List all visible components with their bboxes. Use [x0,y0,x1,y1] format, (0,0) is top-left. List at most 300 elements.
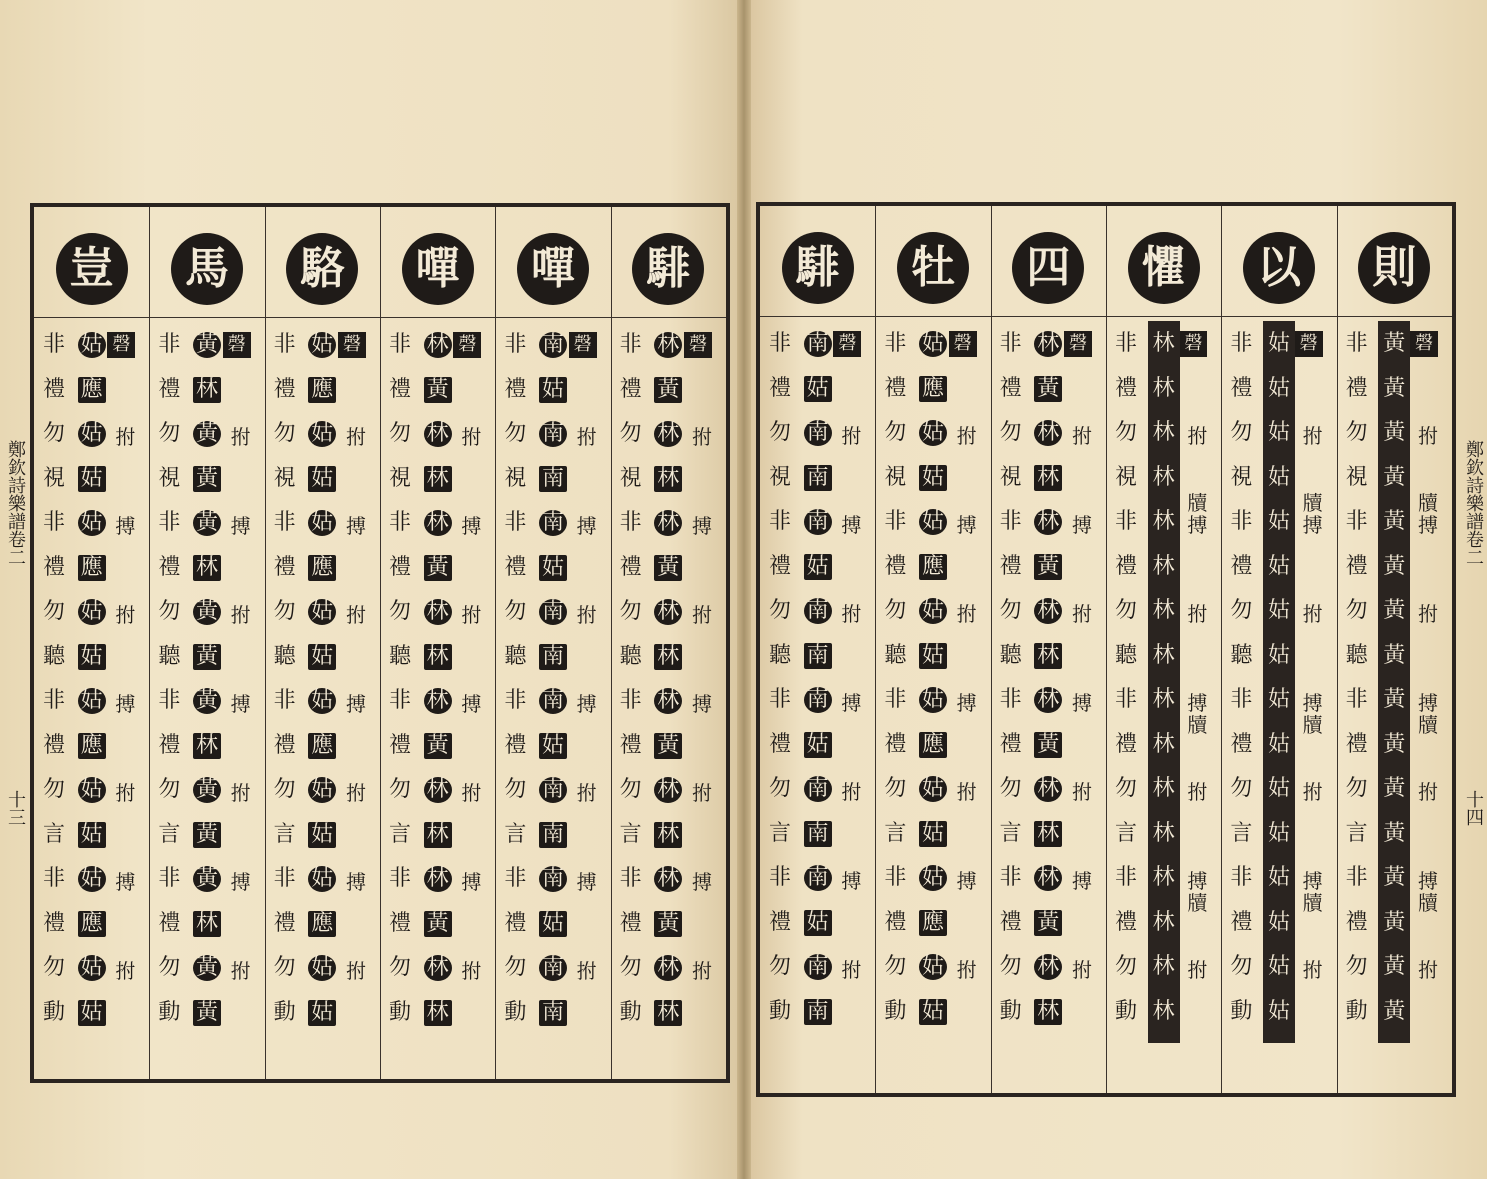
lyric-char: 勿 [999,954,1022,979]
score-column [875,206,991,1093]
lyric-char: 非 [1230,509,1253,534]
lyric-char: 聽 [388,643,411,669]
percussion-mark: 搏 [115,692,136,716]
note-glyph: 南 [539,466,567,492]
note-glyph: 林 [1034,999,1062,1025]
lyric-char: 非 [1345,509,1368,534]
lyric-char: 禮 [42,376,65,402]
note-glyph: 黃 [1383,464,1406,490]
lyric-char: 勿 [619,599,642,624]
note-glyph: 黃 [193,1000,221,1026]
lyric-char: 非 [884,865,907,890]
column-heading: 懼 [1128,232,1200,304]
note-glyph: 林 [1034,509,1062,535]
note-glyph: 應 [78,733,106,759]
note-glyph: 姑 [919,687,947,713]
lyric-char: 禮 [619,376,642,402]
lyric-char: 動 [42,999,65,1025]
lyric-char: 勿 [1345,598,1368,623]
lyric-char: 非 [273,332,296,357]
percussion-mark: 拊 [1187,958,1208,982]
lyric-char: 勿 [1230,776,1253,801]
note-glyph: 南 [804,420,832,446]
percussion-mark: 搏 [345,514,366,538]
note-glyph: 黃 [193,644,221,670]
right-folio: 十四 [1463,790,1484,826]
note-glyph: 林 [1152,464,1175,490]
lyric-char: 禮 [768,375,791,401]
note-glyph: 應 [78,555,106,581]
note-glyph: 南 [539,599,567,625]
note-glyph: 姑 [919,999,947,1025]
note-glyph: 姑 [1267,998,1290,1024]
score-column [1221,206,1337,1093]
note-glyph: 南 [804,776,832,802]
note-glyph: 姑 [919,776,947,802]
note-glyph: 林 [193,377,221,403]
score-column [380,207,496,1079]
lyric-char: 非 [158,866,181,891]
lyric-char: 非 [42,688,65,713]
percussion-mark: 拊 [461,959,482,983]
lyric-char: 動 [619,999,642,1025]
note-glyph: 黃 [1383,642,1406,668]
lyric-char: 禮 [1230,375,1253,401]
note-glyph: 林 [654,866,682,892]
lyric-char: 動 [504,999,527,1025]
note-glyph: 姑 [919,420,947,446]
percussion-mark: 拊 [1302,424,1323,448]
drum-mark: 牘 [1187,891,1208,915]
column-heading: 嘽 [517,233,589,305]
note-glyph: 林 [424,688,452,714]
note-glyph: 姑 [919,598,947,624]
lyric-char: 非 [999,865,1022,890]
lyric-char: 言 [1345,820,1368,846]
percussion-mark: 拊 [1417,958,1438,982]
note-glyph: 林 [1152,687,1175,712]
note-glyph: 應 [78,911,106,937]
note-glyph: 姑 [78,822,106,848]
percussion-mark: 搏 [230,870,251,894]
percussion-mark: 搏 [115,514,136,538]
lyric-char: 勿 [1345,776,1368,801]
lyric-char: 勿 [884,598,907,623]
lyric-char: 禮 [1345,375,1368,401]
lyric-char: 勿 [1230,420,1253,445]
note-glyph: 姑 [308,332,336,358]
note-glyph: 黃 [193,777,221,803]
note-glyph: 南 [539,866,567,892]
lyric-char: 勿 [504,777,527,802]
lyric-char: 非 [1230,331,1253,356]
note-glyph: 林 [424,866,452,892]
note-glyph: 姑 [539,733,567,759]
lyric-char: 非 [1345,687,1368,712]
lyric-char: 視 [1345,464,1368,490]
lyric-char: 視 [158,465,181,491]
lyric-char: 禮 [768,731,791,757]
note-glyph: 應 [919,554,947,580]
note-glyph: 黃 [1034,554,1062,580]
note-glyph: 林 [654,332,682,358]
tone-marker: 磬 [1064,331,1092,357]
lyric-char: 禮 [999,375,1022,401]
note-glyph: 林 [1152,331,1175,356]
lyric-char: 勿 [1114,954,1137,979]
lyric-char: 聽 [158,643,181,669]
note-glyph: 黃 [1383,420,1406,445]
lyric-char: 動 [884,998,907,1024]
lyric-char: 禮 [158,554,181,580]
lyric-char: 言 [42,821,65,847]
note-glyph: 林 [1152,553,1175,579]
note-glyph: 南 [539,421,567,447]
percussion-mark: 拊 [841,602,862,626]
percussion-mark: 搏 [1071,513,1092,537]
lyric-char: 勿 [619,955,642,980]
note-glyph: 應 [78,377,106,403]
lyric-char: 非 [619,688,642,713]
note-glyph: 林 [1034,465,1062,491]
lyric-char: 禮 [1230,731,1253,757]
note-glyph: 林 [1152,820,1175,846]
percussion-mark: 拊 [1071,958,1092,982]
note-glyph: 應 [308,733,336,759]
note-glyph: 姑 [919,509,947,535]
lyric-char: 禮 [388,554,411,580]
note-glyph: 黃 [193,466,221,492]
note-glyph: 姑 [919,643,947,669]
column-heading: 駱 [286,233,358,305]
lyric-char: 聽 [1345,642,1368,668]
lyric-char: 聽 [768,642,791,668]
percussion-mark: 拊 [345,959,366,983]
note-glyph: 黃 [1383,865,1406,890]
note-glyph: 林 [654,599,682,625]
note-glyph: 姑 [308,822,336,848]
lyric-char: 勿 [42,955,65,980]
percussion-mark: 搏 [230,514,251,538]
percussion-mark: 拊 [1071,780,1092,804]
note-glyph: 姑 [1267,865,1290,890]
lyric-char: 聽 [273,643,296,669]
note-glyph: 應 [308,555,336,581]
lyric-char: 動 [1230,998,1253,1024]
percussion-mark: 拊 [956,958,977,982]
note-glyph: 林 [654,955,682,981]
drum-mark: 牘 [1302,490,1323,515]
lyric-char: 勿 [1230,954,1253,979]
note-glyph: 林 [1034,687,1062,713]
note-glyph: 姑 [78,421,106,447]
percussion-mark: 拊 [691,959,712,983]
note-glyph: 林 [424,822,452,848]
note-glyph: 姑 [1267,464,1290,490]
lyric-char: 非 [884,331,907,356]
percussion-mark: 搏 [691,692,712,716]
lyric-char: 勿 [158,599,181,624]
lyric-char: 禮 [388,732,411,758]
lyric-char: 禮 [42,554,65,580]
lyric-char: 禮 [388,910,411,936]
lyric-char: 勿 [1114,420,1137,445]
percussion-mark: 拊 [1302,958,1323,982]
note-glyph: 林 [424,466,452,492]
lyric-char: 動 [388,999,411,1025]
percussion-mark: 搏 [1187,691,1208,715]
lyric-char: 勿 [619,777,642,802]
lyric-char: 勿 [1230,598,1253,623]
lyric-char: 言 [768,820,791,846]
percussion-mark: 拊 [230,781,251,805]
note-glyph: 姑 [78,777,106,803]
lyric-char: 非 [158,510,181,535]
note-glyph: 姑 [78,510,106,536]
percussion-mark: 拊 [1302,602,1323,626]
lyric-char: 禮 [1230,553,1253,579]
note-glyph: 姑 [308,466,336,492]
note-glyph: 黃 [1034,910,1062,936]
lyric-char: 勿 [388,599,411,624]
drum-mark: 牘 [1417,713,1438,737]
note-glyph: 姑 [1267,687,1290,712]
percussion-mark: 搏 [1071,691,1092,715]
note-glyph: 姑 [78,644,106,670]
percussion-mark: 搏 [576,870,597,894]
note-glyph: 黃 [1383,776,1406,801]
lyric-char: 視 [388,465,411,491]
lyric-char: 禮 [158,910,181,936]
note-glyph: 姑 [308,1000,336,1026]
note-glyph: 林 [424,332,452,358]
lyric-char: 聽 [504,643,527,669]
lyric-char: 禮 [619,910,642,936]
lyric-char: 禮 [504,376,527,402]
lyric-char: 非 [768,509,791,534]
lyric-char: 言 [1114,820,1137,846]
note-glyph: 黃 [193,421,221,447]
percussion-mark: 搏 [1302,869,1323,893]
percussion-mark: 拊 [115,959,136,983]
lyric-char: 勿 [768,954,791,979]
note-glyph: 林 [1034,420,1062,446]
note-glyph: 姑 [1267,776,1290,801]
lyric-char: 言 [619,821,642,847]
note-glyph: 黃 [654,911,682,937]
lyric-char: 禮 [999,731,1022,757]
note-glyph: 黃 [1034,732,1062,758]
note-glyph: 黃 [193,599,221,625]
lyric-char: 非 [768,865,791,890]
lyric-char: 非 [504,510,527,535]
note-glyph: 黃 [424,377,452,403]
note-glyph: 黃 [193,955,221,981]
lyric-char: 勿 [768,598,791,623]
lyric-char: 禮 [273,376,296,402]
note-glyph: 姑 [308,644,336,670]
note-glyph: 姑 [1267,909,1290,935]
percussion-mark: 搏 [1417,869,1438,893]
lyric-char: 禮 [768,553,791,579]
percussion-mark: 搏 [841,513,862,537]
note-glyph: 林 [1152,909,1175,935]
percussion-mark: 搏 [956,869,977,893]
lyric-char: 言 [1230,820,1253,846]
note-glyph: 黃 [1383,998,1406,1024]
note-glyph: 南 [804,598,832,624]
note-glyph: 黃 [1383,553,1406,579]
lyric-char: 非 [273,866,296,891]
lyric-char: 禮 [1114,909,1137,935]
note-glyph: 南 [804,465,832,491]
note-glyph: 姑 [919,331,947,357]
right-score-frame [756,202,1456,1097]
lyric-char: 勿 [158,955,181,980]
percussion-mark: 拊 [691,781,712,805]
note-glyph: 姑 [1267,598,1290,623]
note-glyph: 姑 [308,688,336,714]
percussion-mark: 拊 [956,424,977,448]
lyric-char: 禮 [504,554,527,580]
lyric-char: 聽 [1114,642,1137,668]
note-glyph: 黃 [1383,598,1406,623]
note-glyph: 姑 [1267,642,1290,668]
percussion-mark: 搏 [461,692,482,716]
note-glyph: 林 [654,644,682,670]
note-glyph: 黃 [424,911,452,937]
lyric-char: 禮 [158,732,181,758]
note-glyph: 姑 [1267,420,1290,445]
lyric-char: 動 [768,998,791,1024]
lyric-char: 禮 [273,554,296,580]
percussion-mark: 拊 [1417,602,1438,626]
note-glyph: 林 [1152,865,1175,890]
note-glyph: 黃 [193,332,221,358]
percussion-mark: 拊 [230,959,251,983]
column-heading: 牡 [897,232,969,304]
percussion-mark: 搏 [345,870,366,894]
percussion-mark: 拊 [461,603,482,627]
percussion-mark: 拊 [115,781,136,805]
lyric-char: 非 [1114,687,1137,712]
lyric-char: 禮 [504,910,527,936]
lyric-char: 聽 [884,642,907,668]
score-column [611,207,726,1079]
lyric-char: 言 [273,821,296,847]
lyric-char: 非 [42,866,65,891]
note-glyph: 黃 [424,555,452,581]
lyric-char: 禮 [768,909,791,935]
lyric-char: 禮 [158,376,181,402]
percussion-mark: 搏 [1302,513,1323,537]
lyric-char: 聽 [42,643,65,669]
tone-marker: 磬 [833,331,861,357]
lyric-char: 勿 [1114,598,1137,623]
lyric-char: 非 [1345,865,1368,890]
column-heading: 馬 [171,233,243,305]
percussion-mark: 搏 [1187,869,1208,893]
note-glyph: 黃 [1034,376,1062,402]
percussion-mark: 拊 [1071,424,1092,448]
lyric-char: 禮 [1114,553,1137,579]
note-glyph: 南 [539,1000,567,1026]
lyric-char: 非 [999,331,1022,356]
lyric-char: 禮 [1230,909,1253,935]
lyric-char: 勿 [884,776,907,801]
note-glyph: 姑 [308,510,336,536]
note-glyph: 林 [1152,954,1175,979]
column-heading: 騑 [632,233,704,305]
percussion-mark: 拊 [115,603,136,627]
lyric-char: 非 [42,510,65,535]
lyric-char: 非 [619,332,642,357]
note-glyph: 林 [1152,420,1175,445]
tone-marker: 磬 [949,331,977,357]
lyric-char: 禮 [1114,375,1137,401]
lyric-char: 非 [504,688,527,713]
lyric-char: 視 [1114,464,1137,490]
lyric-char: 非 [1114,865,1137,890]
note-glyph: 林 [424,955,452,981]
score-column [1337,206,1452,1093]
tone-marker: 磬 [107,332,135,358]
note-glyph: 黃 [654,377,682,403]
note-glyph: 林 [424,1000,452,1026]
tone-marker: 磬 [684,332,712,358]
tone-marker: 磬 [1410,331,1438,357]
score-column [760,206,876,1093]
note-glyph: 應 [308,377,336,403]
note-glyph: 姑 [1267,820,1290,846]
note-glyph: 林 [1034,331,1062,357]
lyric-char: 非 [1114,509,1137,534]
tone-marker: 磬 [453,332,481,358]
note-glyph: 南 [539,644,567,670]
note-glyph: 南 [539,332,567,358]
percussion-mark: 搏 [841,691,862,715]
percussion-mark: 搏 [956,691,977,715]
lyric-char: 非 [884,509,907,534]
score-column [265,207,381,1079]
drum-mark: 牘 [1187,490,1208,515]
lyric-char: 勿 [273,599,296,624]
lyric-char: 視 [273,465,296,491]
lyric-char: 勿 [158,777,181,802]
lyric-char: 勿 [768,420,791,445]
lyric-char: 言 [158,821,181,847]
note-glyph: 林 [1152,776,1175,801]
lyric-char: 禮 [999,553,1022,579]
lyric-char: 非 [1230,865,1253,890]
lyric-char: 非 [999,509,1022,534]
note-glyph: 姑 [919,865,947,891]
percussion-mark: 拊 [841,958,862,982]
note-glyph: 林 [193,555,221,581]
lyric-char: 非 [504,866,527,891]
percussion-mark: 拊 [1302,780,1323,804]
note-glyph: 黃 [1383,909,1406,935]
note-glyph: 林 [193,911,221,937]
note-glyph: 林 [424,777,452,803]
note-glyph: 南 [804,687,832,713]
lyric-char: 禮 [999,909,1022,935]
percussion-mark: 搏 [841,869,862,893]
note-glyph: 林 [654,466,682,492]
lyric-char: 非 [158,332,181,357]
lyric-char: 勿 [273,955,296,980]
percussion-mark: 拊 [841,424,862,448]
